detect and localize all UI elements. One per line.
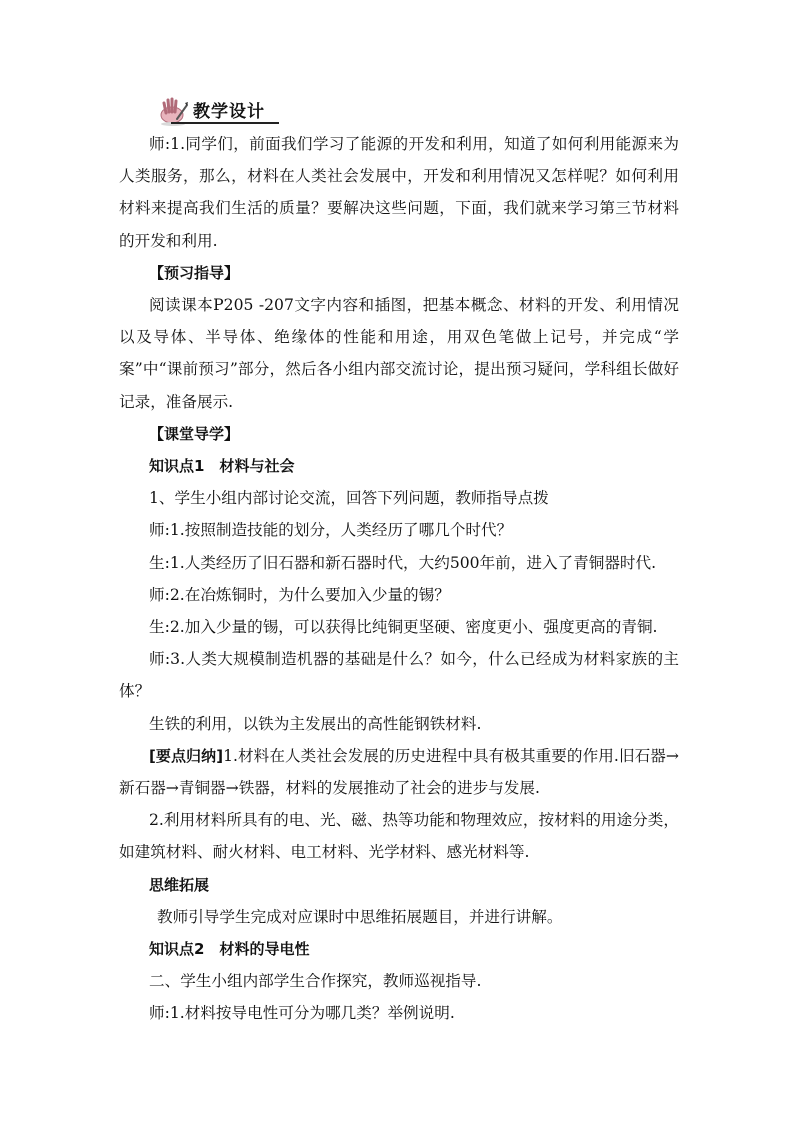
teacher-question-3: 师:3.人类大规模制造机器的基础是什么？如今，什么已经成为材料家族的主体？: [119, 650, 679, 701]
student-answer-3: 生铁的利用，以铁为主发展出的高性能钢铁材料.: [149, 714, 482, 733]
summary-label: [要点归纳]: [149, 746, 224, 765]
thinking-heading: 思维拓展: [149, 875, 210, 894]
preview-paragraph: 阅读课本P205 -207文字内容和插图，把基本概念、材料的开发、利用情况以及导体、半导体、绝缘体的性能和用途，用双色笔做上记号，并完成“学案”中“课前预习”部分，然后各小组内部交流讨论，提出预习疑问，学科组长做好记录，准备展示.: [119, 296, 679, 411]
summary-text-1: 1.材料在人类社会发展的历史进程中具有极其重要的作用.旧石器→新石器→青铜器→铁器，材料的发展推动了社会的进步与发展.: [119, 746, 679, 798]
preview-heading: 【预习指导】: [149, 263, 240, 282]
summary-paragraph-2: 2.利用材料所具有的电、光、磁、热等功能和物理效应，按材料的用途分类，如建筑材料、耐火材料、电工材料、光学材料、感光材料等.: [119, 811, 679, 862]
section-header: [119, 92, 679, 128]
thinking-paragraph: 教师引导学生完成对应课时中思维拓展题目，并进行讲解。: [157, 907, 563, 926]
student-answer-1: 生:1.人类经历了旧石器和新石器时代，大约500年前，进入了青铜器时代.: [149, 553, 657, 572]
summary-paragraph-1: [119, 740, 679, 804]
teacher-question-4: 师:1.材料按导电性可分为哪几类？举例说明.: [149, 1004, 455, 1023]
group-paragraph: 二、学生小组内部学生合作探究，教师巡视指导.: [149, 972, 482, 991]
discussion-intro: 1、学生小组内部讨论交流，回答下列问题，教师指导点拨: [149, 489, 549, 508]
student-answer-2: 生:2.加入少量的锡，可以获得比纯铜更坚硬、密度更小、强度更高的青铜.: [149, 618, 658, 637]
header-underline: [171, 122, 279, 124]
teacher-question-2: 师:2.在冶炼铜时，为什么要加入少量的锡？: [149, 585, 450, 604]
header-title: 教学设计: [193, 101, 265, 122]
document-content: [119, 92, 679, 1030]
knowledge-point-2: 知识点2 材料的导电性: [149, 940, 310, 959]
intro-paragraph: 师:1.同学们，前面我们学习了能源的开发和利用，知道了如何利用能源来为人类服务，那么，材料在人类社会发展中，开发和利用情况又怎样呢？如何利用材料来提高我们生活的质量？要解决这些问题，下面，我们就来学习第三节材料的开发和利用.: [119, 135, 679, 250]
teacher-question-1: 师:1.按照制造技能的划分，人类经历了哪几个时代？: [149, 521, 513, 540]
knowledge-point-1: 知识点1 材料与社会: [149, 457, 295, 476]
class-heading: 【课堂导学】: [149, 424, 240, 443]
